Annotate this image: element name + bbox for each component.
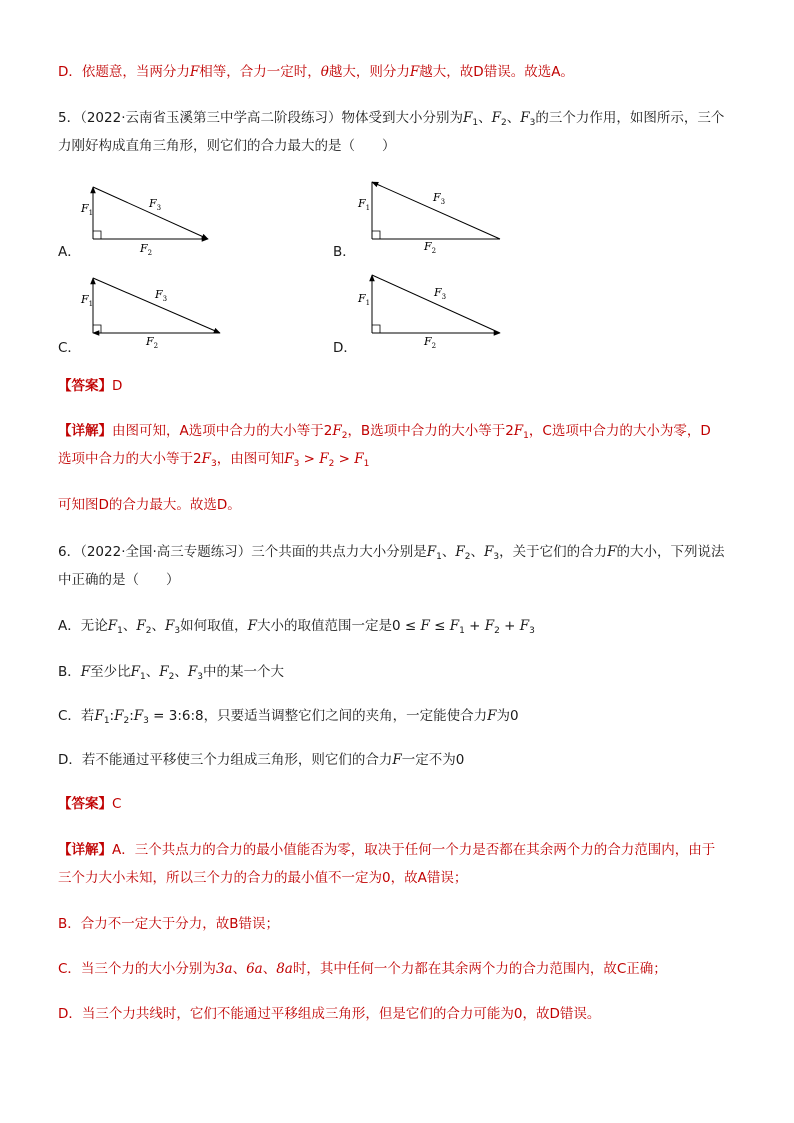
figure-c-right-angle	[93, 325, 101, 333]
figure-a-triangle	[80, 187, 208, 257]
q6-option-c: C．若$F_1:F_2:F_3$ = 3:6:8，只要适当调整它们之间的夹角，一定能使合力F为0	[58, 708, 519, 726]
q6-stem-line1: 6．（2022·全国·高三专题练习）三个共面的共点力大小分别是$F_1$、$F_2$、$F_3$，关于它们的合力F的大小，下列说法	[58, 544, 725, 562]
figure-b-right-angle	[372, 231, 380, 239]
figure-c-f1-label: $F_1$	[81, 293, 94, 308]
q5-option-a-label: A．	[58, 244, 81, 260]
q5-answer: 【答案】D	[58, 378, 123, 394]
figure-c-f3-vector	[93, 278, 220, 333]
figure-c-f3-label: $F_3$	[155, 288, 168, 303]
figure-a-right-angle	[93, 231, 101, 239]
q6-stem-line2: 中正确的是（ ）	[58, 572, 180, 588]
figure-a-f3-label: $F_3$	[149, 197, 162, 212]
figure-b-f2-label: $F_2$	[424, 240, 437, 255]
q5-option-b-label: B．	[333, 244, 356, 260]
figure-b-triangle	[357, 182, 500, 255]
q5-detail-line1: 【详解】由图可知，A选项中合力的大小等于$2F_2$，B选项中合力的大小等于$2F_1$，C选项中合力的大小为零，D	[58, 423, 711, 441]
q5-stem-line2: 力刚好构成直角三角形，则它们的合力最大的是（ ）	[58, 138, 396, 154]
q6-detail-c: C．当三个力的大小分别为3a、6a、8a时，其中任何一个力都在其余两个力的合力范围内，故C正确；	[58, 961, 667, 977]
q6-option-b: B．F至少比$F_1$、$F_2$、$F_3$中的某一个大	[58, 664, 284, 682]
figure-a-f2-label: $F_2$	[140, 242, 153, 257]
figure-b-f1-label: $F_1$	[358, 197, 371, 212]
q5-option-d-label: D．	[333, 340, 357, 356]
q6-detail-b: B．合力不一定大于分力，故B错误；	[58, 916, 280, 932]
q6-detail-d: D．当三个力共线时，它们不能通过平移组成三角形，但是它们的合力可能为0，故D错误。	[58, 1006, 601, 1022]
figure-b-f3-label: $F_3$	[433, 191, 446, 206]
q6-answer: 【答案】C	[58, 796, 122, 812]
q5-conclusion: 可知图D的合力最大。故选D。	[58, 497, 241, 513]
q6-detail-line1: 【详解】A．三个共点力的合力的最小值能否为零，取决于任何一个力是否都在其余两个力的合力范围内，由于	[58, 842, 716, 858]
figure-d-f3-label: $F_3$	[434, 286, 447, 301]
figure-d-f2-label: $F_2$	[424, 335, 437, 350]
q5-stem-line1: 5．（2022·云南省玉溪第三中学高二阶段练习）物体受到大小分别为$F_1$、$F_2$、$F_3$的三个力作用，如图所示，三个	[58, 110, 725, 128]
figure-a-f3-vector	[93, 187, 208, 239]
q5-option-c-label: C．	[58, 340, 81, 356]
q4-option-d-explanation: D．依题意，当两分力F相等，合力一定时，θ越大，则分力F越大，故D错误。故选A。	[58, 64, 574, 80]
figure-a-f1-label: $F_1$	[81, 202, 94, 217]
figure-d-f1-label: $F_1$	[358, 292, 371, 307]
q6-detail-line2: 三个力大小未知，所以三个力的合力的最小值不一定为0，故A错误；	[58, 870, 468, 886]
figure-c-f2-label: $F_2$	[146, 335, 159, 350]
q6-option-d: D．若不能通过平移使三个力组成三角形，则它们的合力F一定不为0	[58, 752, 465, 768]
figure-c-triangle	[80, 278, 220, 350]
q6-option-a: A．无论$F_1$、$F_2$、$F_3$如何取值，F大小的取值范围一定是$0 \le F \le F_1 + F_2 + F_3$	[58, 618, 535, 636]
q5-detail-line2: 选项中合力的大小等于$2F_3$，由图可知$F_3 > F_2 > F_1$	[58, 451, 370, 469]
figure-d-f3-side	[372, 275, 500, 333]
figure-d-triangle	[357, 275, 500, 350]
figure-d-right-angle	[372, 325, 380, 333]
